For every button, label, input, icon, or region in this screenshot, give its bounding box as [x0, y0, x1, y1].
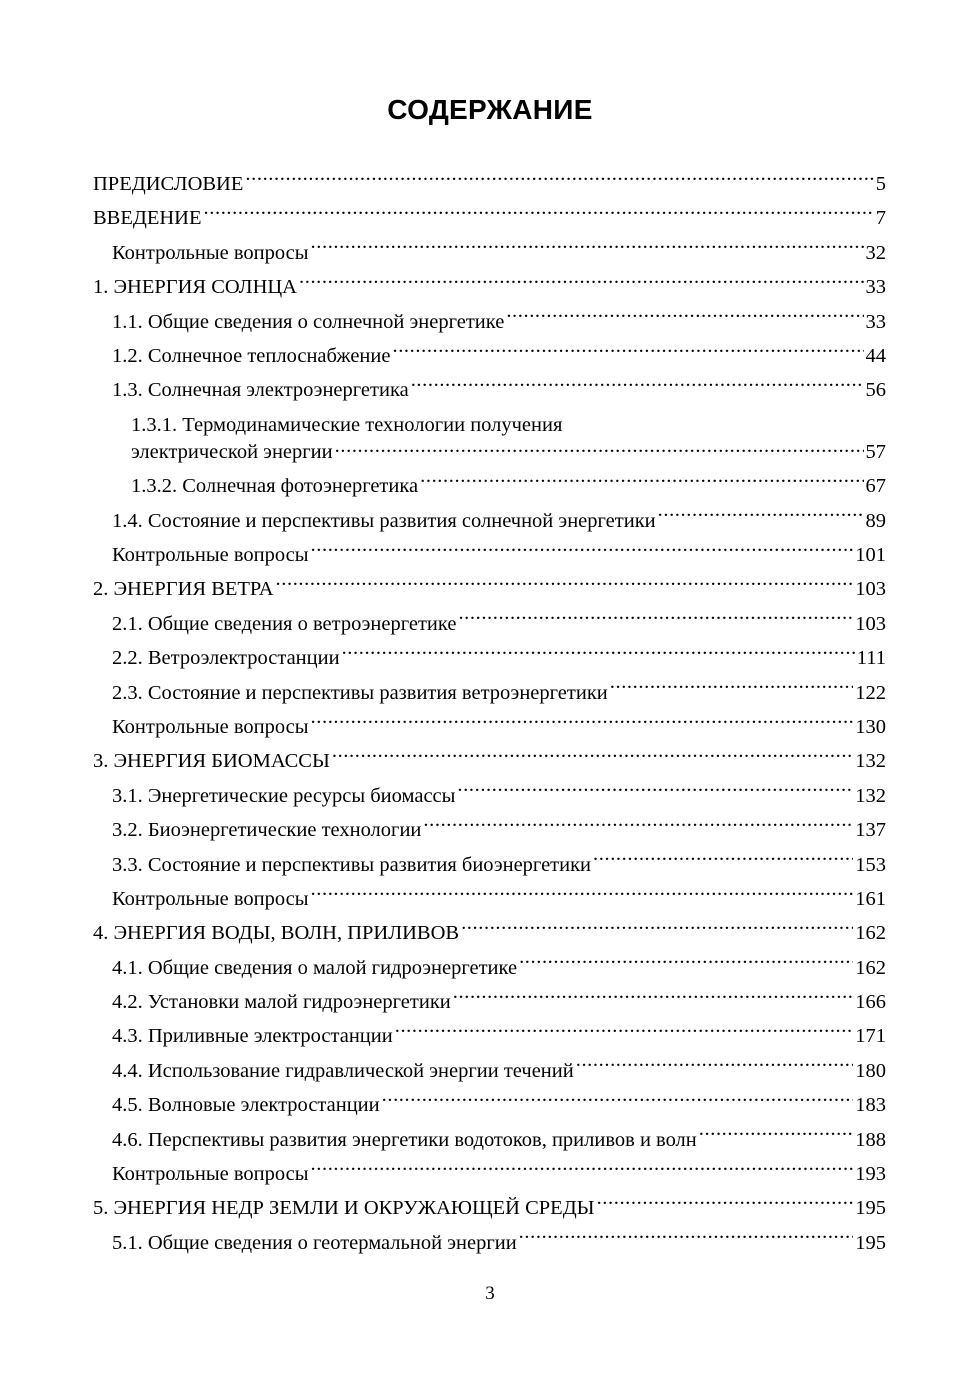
toc-entry-section-3-3[interactable]: [93, 848, 886, 882]
toc-entry-title: 5. ЭНЕРГИЯ НЕДР ЗЕМЛИ И ОКРУЖАЮЩЕЙ СРЕДЫ: [93, 1197, 595, 1220]
toc-entry-page: 188: [855, 1128, 886, 1151]
toc-entry-page: 166: [855, 991, 886, 1014]
toc-entry-page: 33: [865, 276, 886, 299]
toc-entry-title-line2: электрической энергии: [131, 441, 333, 464]
toc-leader-dots: [311, 712, 854, 733]
toc-entry-section-3-2[interactable]: [93, 813, 886, 847]
toc-leader-dots: [311, 884, 854, 905]
toc-entry-title-line1: 1.3.1. Термодинамические технологии получения: [131, 413, 563, 436]
toc-leader-dots: [392, 341, 863, 362]
toc-entry-chapter-4[interactable]: [93, 916, 886, 950]
toc-entry-section-1-3-2[interactable]: [93, 469, 886, 503]
toc-leader-dots: [395, 1022, 854, 1043]
toc-entry-page: 130: [855, 715, 886, 738]
toc-entry-title: 4.4. Использование гидравлической энергии течений: [112, 1059, 574, 1082]
toc-entry-section-1-2[interactable]: [93, 339, 886, 373]
toc-leader-dots: [382, 1091, 854, 1112]
toc-entry-title: 5.1. Общие сведения о геотермальной энергии: [112, 1231, 517, 1254]
toc-entry-section-1-3[interactable]: [93, 373, 886, 407]
toc-entry-page: 162: [855, 922, 886, 945]
toc-entry-review-questions[interactable]: [93, 882, 886, 916]
toc-leader-dots: [299, 273, 864, 294]
toc-entry-section-2-3[interactable]: [93, 676, 886, 710]
toc-entry-page: 89: [865, 509, 886, 532]
toc-entry-page: 5: [875, 173, 886, 195]
toc-entry-review-questions[interactable]: [93, 710, 886, 744]
toc-entry-review-questions[interactable]: [93, 1157, 886, 1191]
toc-entry-introduction[interactable]: [93, 201, 886, 235]
page-title: СОДЕРЖАНИЕ: [387, 94, 593, 125]
toc-entry-page: 56: [865, 379, 886, 402]
toc-leader-dots: [311, 238, 864, 259]
toc-entry-title: Контрольные вопросы: [112, 1163, 309, 1186]
toc-entry-page: 44: [865, 344, 886, 367]
toc-entry-section-3-1[interactable]: [93, 779, 886, 813]
toc-leader-dots: [342, 644, 855, 665]
toc-entry-page: 103: [855, 612, 886, 635]
toc-entry-title: 4.6. Перспективы развития энергетики водотоков, приливов и волн: [112, 1128, 697, 1151]
toc-entry-title: ПРЕДИСЛОВИЕ: [93, 173, 244, 195]
toc-entry-page: 33: [865, 310, 886, 333]
toc-entry-title: Контрольные вопросы: [112, 241, 309, 264]
toc-entry-page: 183: [855, 1094, 886, 1117]
toc-leader-dots: [423, 816, 853, 837]
toc-leader-dots: [519, 953, 853, 974]
toc-entry-title: 4.1. Общие сведения о малой гидроэнергетике: [112, 956, 518, 979]
toc-entry-title: Контрольные вопросы: [112, 887, 309, 910]
toc-entry-title: 4.5. Волновые электростанции: [112, 1094, 380, 1117]
toc-leader-dots: [597, 1194, 854, 1215]
toc-entry-title: 3. ЭНЕРГИЯ БИОМАССЫ: [93, 750, 330, 773]
toc-entry-page: 103: [855, 578, 886, 601]
toc-entry-page: 122: [855, 681, 886, 704]
toc-entry-section-1-3-1[interactable]: [93, 408, 886, 470]
toc-entry-section-4-4[interactable]: [93, 1054, 886, 1088]
toc-entry-title: 4. ЭНЕРГИЯ ВОДЫ, ВОЛН, ПРИЛИВОВ: [93, 922, 460, 945]
toc-entry-page: 101: [855, 544, 886, 567]
page-number: 3: [485, 1283, 495, 1304]
toc-leader-dots: [332, 747, 853, 768]
toc-entry-section-2-1[interactable]: [93, 607, 886, 641]
toc-leader-dots: [610, 678, 854, 699]
toc-entry-page: 7: [875, 207, 886, 230]
toc-entry-review-questions[interactable]: [93, 236, 886, 270]
toc-entry-chapter-5[interactable]: [93, 1191, 886, 1225]
toc-leader-dots: [420, 472, 863, 493]
toc-entry-review-questions[interactable]: [93, 538, 886, 572]
toc-entry-page: 67: [865, 475, 886, 498]
toc-entry-page: 32: [865, 241, 886, 264]
toc-entry-chapter-2[interactable]: [93, 572, 886, 606]
toc-leader-dots: [311, 541, 854, 562]
toc-leader-dots: [453, 988, 853, 1009]
toc-entry-section-4-2[interactable]: [93, 985, 886, 1019]
toc-entry-page: 132: [855, 784, 886, 807]
toc-entry-title: Контрольные вопросы: [112, 715, 309, 738]
toc-entry-page: 57: [865, 441, 886, 464]
toc-leader-dots: [658, 506, 864, 527]
toc-entry-page: 180: [855, 1059, 886, 1082]
toc-entry-title: 1.2. Солнечное теплоснабжение: [112, 344, 391, 367]
toc-entry-section-4-3[interactable]: [93, 1019, 886, 1053]
toc-entry-section-4-1[interactable]: [93, 951, 886, 985]
toc-leader-dots: [506, 307, 863, 328]
toc-entry-title: Контрольные вопросы: [112, 544, 309, 567]
toc-leader-dots: [276, 575, 854, 596]
toc-entry-title: 3.1. Энергетические ресурсы биомассы: [112, 784, 456, 807]
toc-entry-title: 3.3. Состояние и перспективы развития биоэнергетики: [112, 853, 592, 876]
toc-entry-section-1-4[interactable]: [93, 504, 886, 538]
toc-entry-section-4-5[interactable]: [93, 1088, 886, 1122]
toc-leader-dots: [335, 438, 864, 459]
toc-entry-chapter-3[interactable]: [93, 744, 886, 778]
toc-leader-dots: [245, 170, 873, 191]
toc-leader-dots: [519, 1228, 854, 1249]
toc-entry-page: 161: [855, 887, 886, 910]
toc-leader-dots: [699, 1125, 853, 1146]
toc-entry-page: 153: [855, 853, 886, 876]
toc-entry-title: 3.2. Биоэнергетические технологии: [112, 819, 422, 842]
toc-entry-title: 1. ЭНЕРГИЯ СОЛНЦА: [93, 276, 297, 299]
toc-leader-dots: [311, 1160, 854, 1181]
toc-entry-title: 4.3. Приливные электростанции: [112, 1025, 393, 1048]
toc-entry-title: 2.3. Состояние и перспективы развития ветроэнергетики: [112, 681, 608, 704]
toc-entry-page: 162: [855, 956, 886, 979]
toc-entry-title: 1.1. Общие сведения о солнечной энергетике: [112, 310, 505, 333]
toc-entry-page: 111: [856, 647, 886, 670]
toc-entry-title: 2.2. Ветроэлектростанции: [112, 647, 340, 670]
toc-entry-chapter-1[interactable]: [93, 270, 886, 304]
toc-leader-dots: [593, 850, 853, 871]
toc-entry-title: 1.3.2. Солнечная фотоэнергетика: [131, 475, 419, 498]
toc-entry-title: 1.4. Состояние и перспективы развития солнечной энергетики: [112, 509, 656, 532]
table-of-contents: [93, 167, 886, 1260]
toc-entry-section-1-1[interactable]: [93, 305, 886, 339]
toc-entry-title: 2.1. Общие сведения о ветроэнергетике: [112, 612, 457, 635]
toc-entry-title: 4.2. Установки малой гидроэнергетики: [112, 991, 451, 1014]
toc-leader-dots: [458, 609, 853, 630]
toc-entry-page: 195: [855, 1231, 886, 1254]
toc-leader-dots: [204, 204, 874, 225]
toc-entry-page: 193: [855, 1163, 886, 1186]
toc-leader-dots: [411, 376, 864, 397]
toc-entry-section-2-2[interactable]: [93, 641, 886, 675]
toc-entry-page: 171: [855, 1025, 886, 1048]
toc-entry-preface[interactable]: [93, 167, 886, 201]
toc-leader-dots: [461, 919, 853, 940]
toc-entry-section-4-6[interactable]: [93, 1123, 886, 1157]
toc-entry-page: 132: [855, 750, 886, 773]
toc-leader-dots: [457, 781, 853, 802]
toc-leader-dots: [576, 1056, 854, 1077]
toc-entry-page: 137: [855, 819, 886, 842]
toc-entry-title: ВВЕДЕНИЕ: [93, 207, 202, 230]
toc-entry-title: 1.3. Солнечная электроэнергетика: [112, 379, 409, 402]
toc-entry-title: 2. ЭНЕРГИЯ ВЕТРА: [93, 578, 274, 601]
toc-entry-page: 195: [855, 1197, 886, 1220]
toc-entry-section-5-1[interactable]: [93, 1226, 886, 1260]
